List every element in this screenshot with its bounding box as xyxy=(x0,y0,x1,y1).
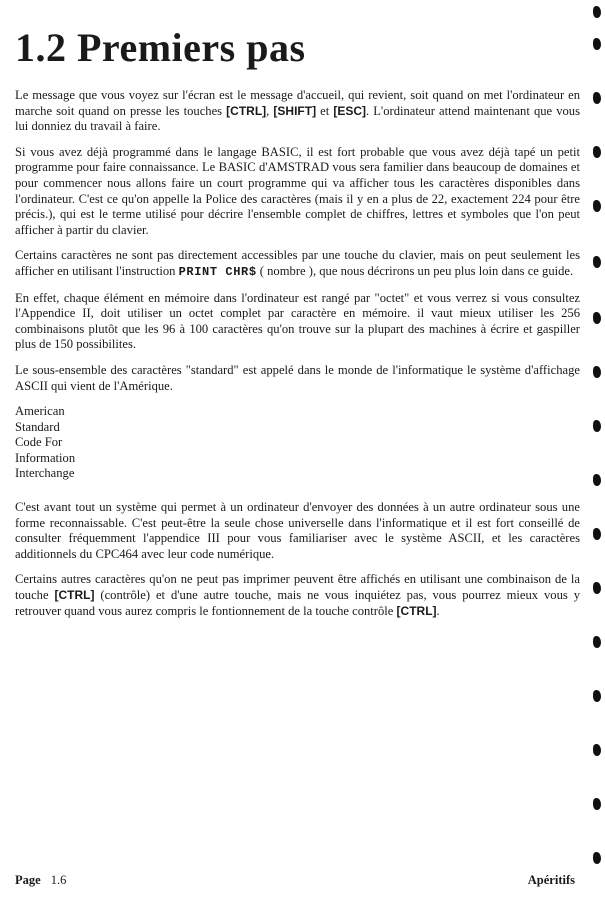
acronym-line: Standard xyxy=(15,419,60,434)
binding-hole xyxy=(593,852,601,864)
binding-hole xyxy=(593,420,601,432)
binding-hole xyxy=(593,312,601,324)
section-title: 1.2 Premiers pas xyxy=(15,25,306,70)
key-shift: [SHIFT] xyxy=(273,103,317,118)
page-number: 1.6 xyxy=(50,873,67,887)
binding-hole xyxy=(593,582,601,594)
paragraph-octet: En effet, chaque élément en mémoire dans l'ordinateur est rangé par "octet" et vous verrez si vous consultez l'Appendice II, doit utiliser un octet complet par caractère en mémoire. il vaut mieux utiliser les 256 combinaisons plutôt que les 96 à 100 caractères qu'on trouve sur la plupart des machines à écrire et gaspiller plus de 150 possibilites. xyxy=(15,290,580,352)
binding-hole xyxy=(593,92,601,104)
key-ctrl: [CTRL] xyxy=(54,588,95,603)
text-run: ( nombre ), que nous décrirons un peu plus loin dans ce guide. xyxy=(256,263,574,278)
paragraph-basic: Si vous avez déjà programmé dans le langage BASIC, il est fort probable que vous avez déjà tapé un petit programme pour faire connaissance. Le BASIC d'AMSTRAD vous sera familier dans beaucoup de domaines et pour commencer nous allons faire un court programme qui va afficher tous les caractères disponibles dans l'ordinateur. C'est ce qu'on appelle la Police des caractères (mais il y en a plus de 22, exactement 224 pour être précis.), qui est le terme utilisé pour décrire l'ensemble complet de chiffres, lettres et symboles que l'on peut afficher à partir du clavier. xyxy=(15,144,580,237)
binding-hole xyxy=(593,366,601,378)
binding-hole xyxy=(593,690,601,702)
paragraph-ascii: Le sous-ensemble des caractères "standard" est appelé dans le monde de l'informatique le système d'affichage ASCII qui vient de l'Amérique. xyxy=(15,362,580,393)
binding-hole xyxy=(593,146,601,158)
key-ctrl: [CTRL] xyxy=(396,603,437,618)
text-run: . xyxy=(436,603,440,618)
acronym-line: Code For xyxy=(15,435,63,450)
binding-hole xyxy=(593,200,601,212)
binding-hole xyxy=(593,798,601,810)
binding-hole xyxy=(593,474,601,486)
binding-hole xyxy=(593,256,601,268)
ascii-acronym-list xyxy=(15,404,580,482)
acronym-line: Information xyxy=(15,450,76,465)
key-esc: [ESC] xyxy=(333,103,366,118)
text-run: Certains caractères ne sont pas directement accessibles par une touche du clavier, mais on peut seulement les afficher en utilisant l'instruction xyxy=(15,248,580,278)
text-run: , xyxy=(266,103,274,118)
binding-holes xyxy=(581,0,605,900)
text-run: . L'ordinateur attend maintenant que vous lui donniez du travail à faire. xyxy=(15,103,581,134)
paragraph-intro xyxy=(15,88,580,135)
text-run: et xyxy=(316,103,334,118)
code-print-chr: PRINT CHR$ xyxy=(178,264,257,279)
page-footer-number xyxy=(15,873,66,888)
text-run: Certains autres caractères qu'on ne peut pas imprimer peuvent être affichés en utilisant une combinaison de la touche xyxy=(15,572,580,603)
page-footer-section: Apéritifs xyxy=(527,873,575,887)
binding-hole xyxy=(593,528,601,540)
body-text xyxy=(15,88,580,629)
paragraph-ctrl xyxy=(15,572,580,619)
page-label: Page xyxy=(15,873,41,887)
text-run: Le message que vous voyez sur l'écran est le message d'accueil, qui revient, soit quand on met l'ordinateur en marche soit quand on presse les touches xyxy=(15,88,580,118)
acronym-line: Interchange xyxy=(15,466,75,481)
binding-hole xyxy=(593,744,601,756)
paragraph-system: C'est avant tout un système qui permet à un ordinateur d'envoyer des données à un autre ordinateur sous une forme reconnaissable. C'est peut-être la seule chose universelle dans l'informatique et il est fort conseillé de consulter fréquemment l'appendice III pour vous familiariser avec le système ASCII, et les caractères additionnels du CPC464 avec leur code numérique. xyxy=(15,500,580,561)
paragraph-print-chr xyxy=(15,248,580,280)
acronym-line: American xyxy=(15,404,65,419)
binding-hole xyxy=(593,38,601,50)
key-ctrl: [CTRL] xyxy=(226,103,267,118)
binding-hole xyxy=(593,636,601,648)
text-run: (contrôle) et d'une autre touche, mais ne vous inquiétez pas, vous pourrez mieux vous y retrouver quand vous aurez compris le fontionnement de la touche contrôle xyxy=(15,588,581,618)
binding-hole xyxy=(593,6,601,18)
